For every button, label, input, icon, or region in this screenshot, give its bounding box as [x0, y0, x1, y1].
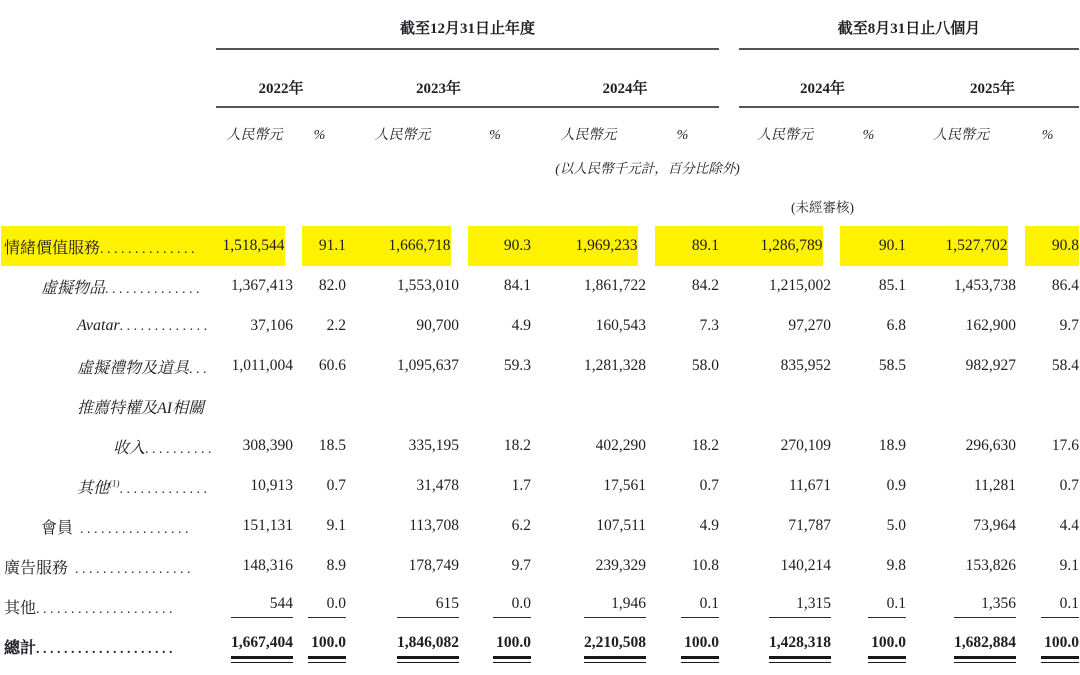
value-text: 308,390	[242, 437, 293, 454]
year-header-2022: 2022年	[216, 49, 346, 107]
column-gutter	[719, 506, 739, 546]
percent-text: 100.0	[868, 634, 906, 659]
percent-text: 84.1	[503, 277, 531, 294]
col-header-rmb: 人民幣元	[374, 128, 431, 143]
percent-text: 0.7	[326, 477, 346, 494]
col-header-rmb: 人民幣元	[560, 128, 617, 143]
value-cell	[739, 306, 831, 346]
dot-leader: ..............	[100, 241, 199, 257]
table-row	[1, 546, 1079, 586]
percent-cell	[459, 346, 531, 386]
value-cell	[346, 426, 459, 466]
value-cell	[906, 306, 1016, 346]
percent-cell	[459, 266, 531, 306]
percent-text: 58.5	[878, 357, 907, 374]
percent-cell	[293, 226, 346, 266]
period-group-header-row	[1, 12, 1079, 49]
value-text: 1,315	[769, 595, 831, 618]
percent-text: 100.0	[493, 634, 531, 659]
value-text: 1,846,082	[397, 634, 459, 659]
percent-text: 60.6	[318, 357, 346, 374]
dot-leader: ....................	[36, 641, 177, 657]
percent-cell	[646, 306, 719, 346]
value-cell	[739, 506, 831, 546]
group-header-annual: 截至12月31日止年度	[216, 12, 719, 49]
table-row	[1, 626, 1079, 666]
value-cell	[346, 346, 459, 386]
percent-text: 2.2	[326, 317, 346, 334]
value-text: 11,281	[973, 477, 1017, 494]
value-text: 296,630	[965, 437, 1017, 454]
value-text: 1,286,789	[760, 237, 823, 254]
row-label-text: 推薦特權及AI相關	[77, 399, 205, 417]
value-cell	[531, 626, 646, 666]
percent-text: 17.6	[1051, 437, 1080, 454]
col-header-rmb: 人民幣元	[757, 128, 814, 143]
percent-text: 0.7	[1059, 477, 1080, 494]
percent-cell	[646, 426, 719, 466]
percent-cell	[1016, 426, 1079, 466]
unaudited-note-row	[1, 186, 1079, 226]
dot-leader: ...	[189, 361, 211, 377]
percent-cell	[1016, 586, 1079, 626]
percent-text: 18.5	[318, 437, 346, 454]
value-text: 73,964	[973, 517, 1017, 534]
group-header-eight-months: 截至8月31日止八個月	[739, 12, 1079, 49]
value-text: 71,787	[788, 517, 832, 534]
table-body	[1, 226, 1079, 666]
percent-cell	[1016, 546, 1079, 586]
table-row	[1, 266, 1079, 306]
percent-text: 0.1	[1041, 595, 1079, 618]
dot-leader: .................	[68, 561, 195, 577]
value-text: 1,281,328	[584, 357, 646, 374]
percent-cell	[293, 546, 346, 586]
row-label-text: 其他	[77, 479, 110, 497]
value-text: 982,927	[965, 357, 1017, 374]
value-text: 1,969,233	[575, 237, 638, 254]
percent-cell	[646, 346, 719, 386]
percent-text: 9.7	[1059, 317, 1080, 334]
table-row	[1, 586, 1079, 626]
year-header-8m-2024: 2024年	[739, 49, 906, 107]
value-cell	[216, 626, 293, 666]
table-row	[1, 306, 1079, 346]
column-gutter	[719, 107, 739, 148]
year-header-row	[1, 49, 1079, 107]
percent-cell	[293, 586, 346, 626]
value-text: 90,700	[416, 317, 459, 334]
value-text: 1,682,884	[954, 634, 1016, 659]
percent-cell	[459, 426, 531, 466]
percent-cell	[831, 386, 906, 426]
value-text: 1,666,718	[388, 237, 451, 254]
column-gutter	[719, 226, 739, 266]
column-gutter	[719, 266, 739, 306]
percent-text: 91.1	[318, 237, 346, 254]
percent-cell	[293, 306, 346, 346]
percent-cell	[1016, 466, 1079, 506]
row-label-text: 其他	[4, 599, 37, 617]
value-text: 1,428,318	[769, 634, 831, 659]
percent-cell	[293, 626, 346, 666]
value-text: 835,952	[780, 357, 832, 374]
percent-text: 0.1	[681, 595, 719, 618]
percent-text: 9.8	[886, 557, 907, 574]
column-gutter	[719, 426, 739, 466]
value-cell	[906, 346, 1016, 386]
value-text: 178,749	[408, 557, 459, 574]
value-text: 402,290	[595, 437, 646, 454]
percent-cell	[646, 466, 719, 506]
value-cell	[739, 386, 831, 426]
percent-text: 4.9	[699, 517, 720, 534]
value-cell	[739, 626, 831, 666]
footnote-marker: (1)	[109, 478, 120, 489]
percent-cell	[459, 546, 531, 586]
value-text: 2,210,508	[584, 634, 646, 659]
row-label-text: 總計	[4, 639, 37, 657]
value-cell	[739, 426, 831, 466]
percent-text: 18.9	[878, 437, 907, 454]
row-label	[1, 346, 216, 386]
row-label-text: 收入	[113, 439, 146, 457]
percent-text: 0.7	[699, 477, 720, 494]
percent-text: 90.8	[1051, 237, 1080, 254]
percent-text: 4.9	[511, 317, 531, 334]
percent-cell	[831, 306, 906, 346]
percent-text: 0.0	[308, 595, 346, 618]
percent-text: 4.4	[1059, 517, 1080, 534]
percent-cell	[646, 226, 719, 266]
revenue-table	[1, 12, 1079, 666]
percent-text: 82.0	[318, 277, 346, 294]
value-text: 17,561	[603, 477, 646, 494]
dot-leader: ................	[73, 521, 193, 537]
percent-text: 58.0	[691, 357, 720, 374]
row-label	[1, 226, 216, 266]
percent-cell	[646, 586, 719, 626]
percent-text: 8.9	[326, 557, 346, 574]
value-text: 239,329	[595, 557, 646, 574]
percent-text: 9.1	[326, 517, 346, 534]
percent-text: 10.8	[691, 557, 720, 574]
value-text: 1,553,010	[397, 277, 459, 294]
percent-cell	[831, 626, 906, 666]
value-cell	[739, 266, 831, 306]
value-cell	[216, 546, 293, 586]
percent-text: 89.1	[691, 237, 720, 254]
value-text: 31,478	[416, 477, 459, 494]
percent-text: 58.4	[1051, 357, 1080, 374]
percent-cell	[646, 266, 719, 306]
col-header-pct: %	[489, 128, 501, 143]
row-label	[1, 386, 216, 426]
year-header-2023: 2023年	[346, 49, 531, 107]
percent-text: 1.7	[511, 477, 531, 494]
percent-cell	[831, 226, 906, 266]
percent-cell	[646, 626, 719, 666]
col-header-pct: %	[862, 128, 875, 143]
row-label	[1, 426, 216, 466]
value-cell	[906, 546, 1016, 586]
value-cell	[739, 466, 831, 506]
percent-cell	[831, 506, 906, 546]
column-header-row	[1, 107, 1079, 148]
column-gutter	[719, 386, 739, 426]
column-gutter	[719, 466, 739, 506]
value-cell	[531, 386, 646, 426]
value-text: 270,109	[780, 437, 832, 454]
table-row	[1, 346, 1079, 386]
value-cell	[346, 586, 459, 626]
table-row	[1, 506, 1079, 546]
dot-leader: ....................	[36, 601, 177, 617]
percent-text: 5.0	[886, 517, 907, 534]
percent-cell	[293, 426, 346, 466]
value-text: 1,011,004	[231, 357, 293, 374]
row-label-text: 會員	[41, 519, 74, 537]
value-cell	[216, 426, 293, 466]
value-cell	[216, 466, 293, 506]
value-text: 151,131	[242, 517, 293, 534]
value-cell	[531, 306, 646, 346]
row-label-text: 虛擬禮物及道具	[77, 359, 190, 377]
column-gutter	[719, 546, 739, 586]
value-text: 1,095,637	[397, 357, 459, 374]
value-cell	[346, 466, 459, 506]
percent-cell	[459, 506, 531, 546]
value-cell	[531, 266, 646, 306]
percent-cell	[459, 386, 531, 426]
value-cell	[216, 306, 293, 346]
value-text: 113,708	[409, 517, 459, 534]
percent-cell	[459, 466, 531, 506]
value-text: 37,106	[250, 317, 293, 334]
value-cell	[346, 266, 459, 306]
value-cell	[906, 466, 1016, 506]
value-cell	[216, 346, 293, 386]
value-cell	[346, 506, 459, 546]
row-label	[1, 586, 216, 626]
percent-cell	[831, 466, 906, 506]
value-cell	[906, 226, 1016, 266]
row-label	[1, 466, 216, 506]
table-row	[1, 226, 1079, 266]
percent-text: 0.0	[493, 595, 531, 618]
percent-text: 18.2	[503, 437, 531, 454]
column-gutter	[719, 12, 739, 49]
percent-text: 84.2	[691, 277, 720, 294]
percent-cell	[831, 586, 906, 626]
row-label-text: 廣告服務	[4, 559, 69, 577]
col-header-rmb: 人民幣元	[933, 128, 990, 143]
percent-cell	[646, 506, 719, 546]
column-gutter	[719, 346, 739, 386]
value-text: 615	[397, 595, 459, 618]
value-cell	[906, 426, 1016, 466]
percent-text: 59.3	[503, 357, 531, 374]
value-cell	[216, 506, 293, 546]
percent-cell	[1016, 266, 1079, 306]
value-cell	[531, 466, 646, 506]
percent-cell	[831, 346, 906, 386]
col-header-pct: %	[1041, 128, 1054, 143]
percent-cell	[1016, 346, 1079, 386]
value-cell	[216, 386, 293, 426]
value-text: 11,671	[788, 477, 832, 494]
percent-text: 0.1	[868, 595, 906, 618]
row-label-text: 情緒價值服務	[4, 239, 101, 257]
value-text: 1,946	[584, 595, 646, 618]
percent-cell	[831, 546, 906, 586]
table-row	[1, 466, 1079, 506]
percent-cell	[831, 266, 906, 306]
row-label	[1, 306, 216, 346]
percent-cell	[1016, 626, 1079, 666]
percent-text: 6.8	[886, 317, 907, 334]
percent-cell	[293, 266, 346, 306]
units-note-row	[1, 148, 1079, 186]
value-cell	[739, 546, 831, 586]
percent-text: 7.3	[699, 317, 720, 334]
value-cell	[906, 506, 1016, 546]
row-label-text: Avatar	[77, 317, 120, 334]
value-cell	[531, 226, 646, 266]
value-cell	[216, 266, 293, 306]
unaudited-note: (未經審核)	[791, 200, 855, 215]
dot-leader: .............	[119, 481, 211, 497]
percent-text: 100.0	[1041, 634, 1079, 659]
percent-text: 9.7	[511, 557, 531, 574]
value-cell	[346, 626, 459, 666]
value-cell	[531, 546, 646, 586]
row-label	[1, 626, 216, 666]
value-text: 148,316	[242, 557, 293, 574]
percent-cell	[1016, 306, 1079, 346]
value-cell	[739, 346, 831, 386]
column-gutter	[719, 49, 739, 107]
value-cell	[906, 586, 1016, 626]
percent-cell	[459, 626, 531, 666]
value-text: 1,518,544	[222, 237, 285, 254]
percent-text: 85.1	[878, 277, 907, 294]
value-text: 1,215,002	[769, 277, 832, 294]
value-text: 335,195	[408, 437, 459, 454]
value-text: 544	[231, 595, 293, 618]
value-cell	[531, 426, 646, 466]
percent-cell	[459, 586, 531, 626]
value-text: 140,214	[780, 557, 832, 574]
percent-cell	[293, 386, 346, 426]
year-header-8m-2025: 2025年	[906, 49, 1079, 107]
value-text: 107,511	[596, 517, 646, 534]
col-header-rmb: 人民幣元	[226, 128, 283, 143]
value-cell	[531, 506, 646, 546]
percent-text: 0.9	[886, 477, 907, 494]
value-cell	[346, 226, 459, 266]
value-cell	[346, 546, 459, 586]
percent-cell	[646, 386, 719, 426]
percent-cell	[646, 546, 719, 586]
value-text: 1,667,404	[231, 634, 293, 659]
row-label-text: 虛擬物品	[41, 279, 106, 297]
table-row	[1, 426, 1079, 466]
percent-cell	[293, 506, 346, 546]
row-label	[1, 506, 216, 546]
percent-cell	[1016, 506, 1079, 546]
percent-text: 100.0	[308, 634, 346, 659]
col-header-pct: %	[313, 128, 326, 143]
percent-text: 100.0	[681, 634, 719, 659]
value-text: 1,527,702	[945, 237, 1008, 254]
year-header-2024: 2024年	[531, 49, 719, 107]
value-text: 10,913	[250, 477, 293, 494]
value-cell	[906, 386, 1016, 426]
percent-text: 9.1	[1059, 557, 1080, 574]
value-cell	[739, 226, 831, 266]
value-cell	[346, 306, 459, 346]
percent-cell	[459, 306, 531, 346]
percent-cell	[831, 426, 906, 466]
percent-cell	[293, 466, 346, 506]
value-cell	[906, 266, 1016, 306]
column-gutter	[719, 626, 739, 666]
percent-text: 90.1	[878, 237, 907, 254]
value-cell	[531, 346, 646, 386]
value-cell	[346, 386, 459, 426]
value-text: 1,453,738	[954, 277, 1017, 294]
units-note: (以人民幣千元計，百分比除外)	[555, 161, 740, 176]
value-text: 160,543	[595, 317, 646, 334]
percent-cell	[1016, 386, 1079, 426]
percent-text: 6.2	[511, 517, 531, 534]
dot-leader: .............	[119, 319, 211, 334]
percent-text: 90.3	[503, 237, 531, 254]
value-cell	[216, 586, 293, 626]
dot-leader: ..........	[145, 441, 216, 457]
table-row	[1, 386, 1079, 426]
value-text: 153,826	[965, 557, 1017, 574]
col-header-pct: %	[676, 128, 689, 143]
column-gutter	[719, 586, 739, 626]
value-text: 97,270	[788, 317, 832, 334]
value-cell	[739, 586, 831, 626]
value-cell	[531, 586, 646, 626]
column-gutter	[719, 306, 739, 346]
value-text: 1,861,722	[584, 277, 646, 294]
value-cell	[906, 626, 1016, 666]
percent-text: 86.4	[1051, 277, 1080, 294]
row-label	[1, 266, 216, 306]
value-text: 1,367,413	[231, 277, 293, 294]
percent-cell	[1016, 226, 1079, 266]
dot-leader: ..............	[105, 281, 204, 297]
value-cell	[216, 226, 293, 266]
percent-cell	[459, 226, 531, 266]
row-label	[1, 546, 216, 586]
value-text: 1,356	[954, 595, 1016, 618]
value-text: 162,900	[965, 317, 1017, 334]
percent-cell	[293, 346, 346, 386]
percent-text: 18.2	[691, 437, 720, 454]
